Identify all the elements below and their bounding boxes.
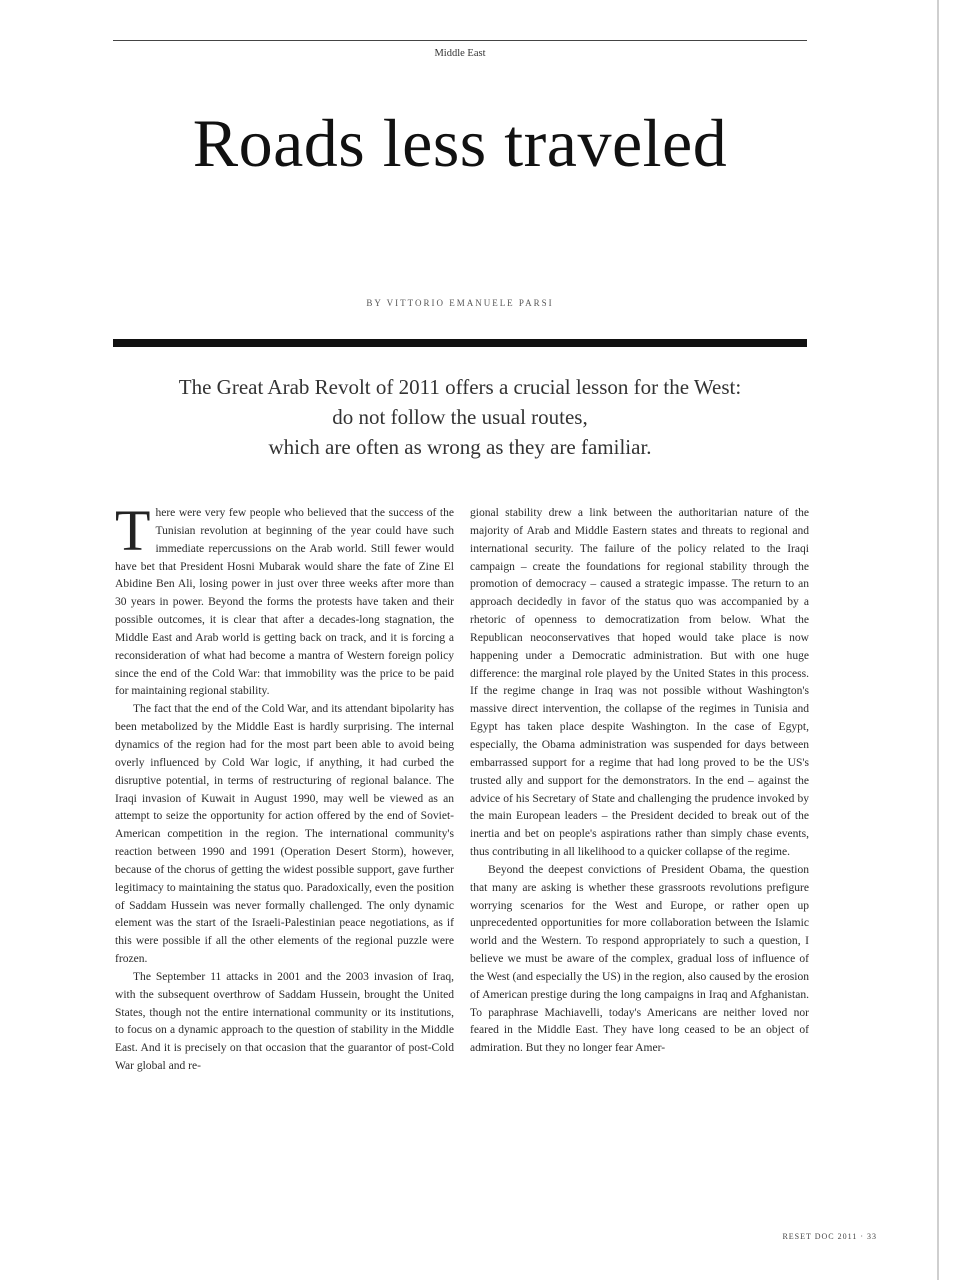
- article-title: Roads less traveled: [192, 105, 728, 181]
- page-edge: [937, 0, 939, 1280]
- title-rule: [113, 339, 807, 347]
- paragraph-text: here were very few people who believed that the success of the Tunisian revolution at beginning of the year could have such immediate repercussions on the Arab world. Still fewer would have bet that President Hosni Mubarak would share the fate of Zine El Abidine Ben Ali, losing power in just over three weeks after more than 30 years in power. Beyond the forms the protests have taken and their possible outcomes, it is clear that after a decades-long stagnation, the Middle East and Arab world is getting back on track, and it is forcing a reconsideration of what had become a mantra of Western foreign policy since the end of the Cold War: that immobility was the price to be paid for maintaining regional stability.: [115, 507, 454, 698]
- right-column: [470, 505, 809, 1105]
- paragraph: Beyond the deepest convictions of President Obama, the question that many are asking is whether these grassroots revolutions prefigure worrying scenarios for the West and Europe, or rather open up unprecedented opportunities for more collaboration between the Islamic world and the Western. To respond appropriately to such a question, I believe we must be aware of the complex, gradual loss of influence of the West (and especially the US) in the region, also caused by the erosion of American prestige during the long campaigns in Iraq and Afghanistan. To paraphrase Machiavelli, today's Americans are neither loved nor feared in the Middle East. They have long ceased to be an object of admiration. But they no longer fear Amer-: [470, 863, 809, 1055]
- top-rule: [113, 40, 807, 41]
- deck: [113, 372, 807, 462]
- section-label: Middle East: [434, 48, 486, 59]
- byline: BY VITTORIO EMANUELE PARSI: [366, 298, 554, 308]
- paragraph: The fact that the end of the Cold War, and its attendant bipolarity has been metabolized by the Middle East is hardly surprising. The internal dynamics of the region had for the most part been able to avoid being overly influenced by Cold War logic, if anything, it had curbed the disruptive potential, in terms of restructuring of regional balance. The Iraqi invasion of Kuwait in August 1990, may well be viewed as an attempt to seize the opportunity for action offered by the end of Soviet-American competition in the region. The international community's reaction between 1990 and 1991 (Operation Desert Storm), however, because of the chorus of getting the widest possible support, gave further legitimacy to maintaining the status quo. Paradoxically, even the position of Saddam Hussein was never formally challenged. The only dynamic element was the start of the Israeli-Palestinian peace negotiations, as if this were possible if all the other elements of the regional puzzle were frozen.: [115, 703, 454, 966]
- paragraph: The September 11 attacks in 2001 and the 2003 invasion of Iraq, with the subsequent overthrow of Saddam Hussein, brought the United States, though not the entire international community or its institutions, to focus on a dynamic approach to the question of stability in the Middle East. And it is precisely on that occasion that the guarantor of post-Cold War global and re-: [115, 970, 454, 1073]
- page-footer: RESET DOC 2011 · 33: [782, 1232, 877, 1241]
- deck-line-2: do not follow the usual routes,: [332, 405, 588, 429]
- deck-line-3: which are often as wrong as they are familiar.: [268, 435, 652, 459]
- left-column: [115, 498, 454, 1105]
- deck-line-1: The Great Arab Revolt of 2011 offers a crucial lesson for the West:: [178, 375, 742, 399]
- paragraph: gional stability drew a link between the authoritarian nature of the majority of Arab and Middle Eastern states and threats to regional and international security. The failure of the policy related to the Iraqi campaign – create the foundations for regional stability through the promotion of democracy – caused a strategic impasse. The return to an approach decidedly in favor of the status quo was accompanied by a rhetoric of openness to democratization from below. What the Republican neoconservatives that hoped would take place is now happening under a Democratic administration. But with one huge difference: the marginal role played by the United States in this process. If the regime change in Iraq was not possible without Washington's massive direct intervention, the collapse of the regimes in Tunisia and Egypt has taken place despite Washington. In the case of Egypt, especially, the Obama administration was suspended for days between embarrassed support for a regime that had long proved to be the US's trusted ally and support for the demonstrators. In the end – against the advice of his Secretary of State and challenging the prudence invoked by the main European leaders – the President decided to break out of the inertia and bet on people's aspirations rather than simply chase events, thus contributing in all likelihood to a quicker collapse of the regime.: [470, 507, 809, 859]
- drop-cap: T: [115, 498, 151, 563]
- paragraph: [115, 498, 454, 701]
